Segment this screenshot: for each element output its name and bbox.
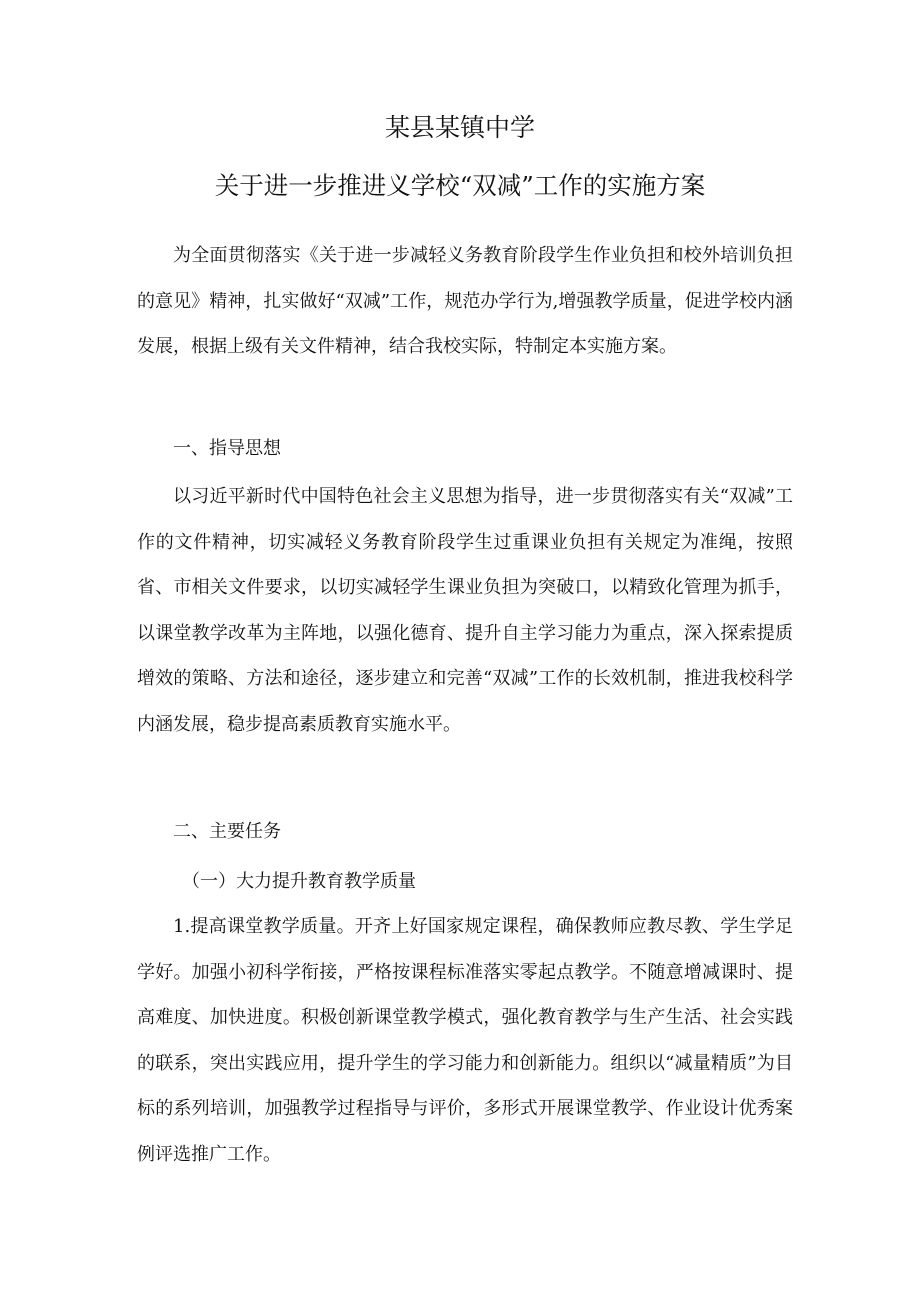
- document-title-school: 某县某镇中学: [384, 113, 535, 142]
- guiding-ideology-paragraph: 以习近平新时代中国特色社会主义思想为指导，进一步贯彻落实有关“双减”工作的文件精神，切实减轻义务教育阶段学生过重课业负担有关规定为准绳，按照省、市相关文件要求，以切实减轻学生课业负担为突破口，以精致化管理为抓手，以课堂教学改革为主阵地，以强化德育、提升自主学习能力为重点，深入探索提质增效的策略、方法和途径，逐步建立和完善“双减”工作的长效机制，推进我校科学内涵发展，稳步提高素质教育实施水平。: [137, 486, 793, 735]
- section-heading-main-tasks: 二、主要任务: [173, 821, 281, 842]
- classroom-quality-paragraph: 1.提高课堂教学质量。开齐上好国家规定课程，确保教师应教尽教、学生学足学好。加强小初科学衔接，严格按课程标准落实零起点教学。不随意增减课时、提高难度、加快进度。积极创新课堂教学模式，强化教育教学与生产生活、社会实践的联系，突出实践应用，提升学生的学习能力和创新能力。组织以“减量精质”为目标的系列培训，加强教学过程指导与评价，多形式开展课堂教学、作业设计优秀案例评选推广工作。: [137, 916, 793, 1165]
- document-title-main: 关于进一步推进义学校“双减”工作的实施方案: [214, 171, 706, 200]
- section-heading-guiding-ideology: 一、指导思想: [173, 438, 281, 459]
- subsection-heading-teaching-quality: （一）大力提升教育教学质量: [182, 871, 416, 892]
- intro-paragraph: 为全面贯彻落实《关于进一步减轻义务教育阶段学生作业负担和校外培训负担的意见》精神，扎实做好“双减”工作，规范办学行为,增强教学质量，促进学校内涵发展，根据上级有关文件精神，结合我校实际，特制定本实施方案。: [137, 245, 793, 357]
